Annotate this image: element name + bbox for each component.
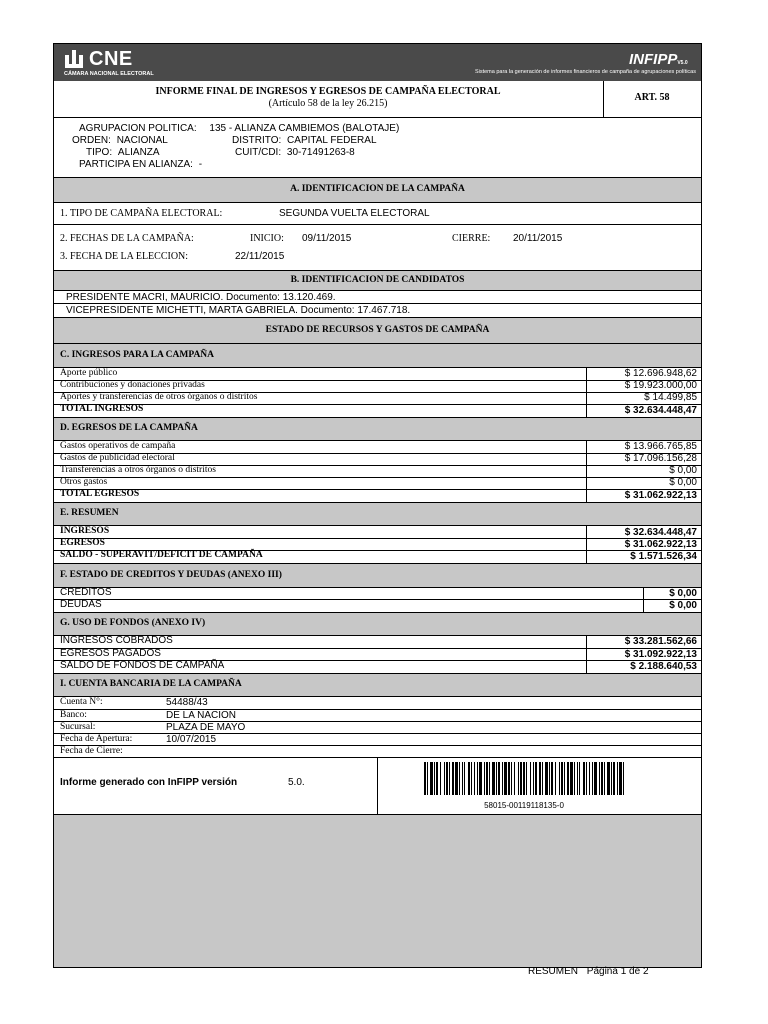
page-footer <box>528 966 649 977</box>
barcode-bar <box>502 762 503 795</box>
blank-area <box>54 815 701 967</box>
barcode-bar <box>477 762 478 795</box>
cne-logo-text: CNE <box>89 48 133 70</box>
cuenta-row-label: Cuenta N°: <box>60 697 103 707</box>
infipp-version-value: 5.0. <box>288 777 305 788</box>
barcode-bar <box>471 762 472 795</box>
barcode-bar <box>434 762 435 795</box>
footer-resumen: RESUMEN <box>528 966 579 977</box>
barcode-bar <box>604 762 605 795</box>
barcode-bar <box>486 762 488 795</box>
cne-logo-subtitle: CÁMARA NACIONAL ELECTORAL <box>64 71 154 77</box>
fechas-label: 2. FECHAS DE LA CAMPAÑA: <box>60 233 194 244</box>
barcode-bar <box>539 762 541 795</box>
fondos-row-label: SALDO DE FONDOS DE CAMPAÑA <box>60 660 225 671</box>
barcode-bar <box>545 762 548 795</box>
cuenta-row-label: Fecha de Cierre: <box>60 746 123 756</box>
barcode-bar <box>492 762 495 795</box>
barcode-bar <box>520 762 522 795</box>
barcode-bar <box>611 762 612 795</box>
footer-page-number: Página 1 de 2 <box>586 966 649 977</box>
cuenta-row-value: PLAZA DE MAYO <box>166 722 246 733</box>
barcode-bar <box>468 762 470 795</box>
egreso-row-label: Otros gastos <box>60 477 108 487</box>
barcode-bar <box>574 762 575 795</box>
inicio-label: INICIO: <box>250 233 284 244</box>
participa-label: PARTICIPA EN ALIANZA: <box>79 159 193 170</box>
barcode-bar <box>514 762 515 795</box>
barcode-bar <box>619 762 622 795</box>
deuda-row-label: DEUDAS <box>60 599 102 610</box>
tipo-row <box>86 147 160 158</box>
barcode-bar <box>551 762 553 795</box>
barcode-bar <box>462 762 463 795</box>
egreso-row-value: $ 13.966.765,85 <box>624 441 697 452</box>
barcode-bar <box>449 762 450 795</box>
barcode-bar <box>567 762 569 795</box>
barcode-bar <box>564 762 565 795</box>
barcode-bar <box>452 762 454 795</box>
barcode-bar <box>589 762 590 795</box>
generated-label: Informe generado con InFIPP versión <box>60 777 238 788</box>
distrito-value: CAPITAL FEDERAL <box>287 135 377 146</box>
ingreso-row-label: Contribuciones y donaciones privadas <box>60 380 205 390</box>
fondos-row-value: $ 2.188.640,53 <box>630 661 697 672</box>
barcode-bar <box>561 762 563 795</box>
barcode-bar <box>579 762 580 795</box>
section-b-title: B. IDENTIFICACION DE CANDIDATOS <box>290 275 465 285</box>
barcode-bar <box>535 762 537 795</box>
egreso-row-value: $ 0,00 <box>669 477 697 488</box>
barcode-bar <box>601 762 603 795</box>
article-label: ART. 58 <box>634 92 670 103</box>
report-subtitle: (Artículo 58 de la ley 26.215) <box>268 98 388 109</box>
fondos-row-value: $ 33.281.562,66 <box>624 636 697 647</box>
cuenta-row-label: Fecha de Apertura: <box>60 734 133 744</box>
barcode-bar <box>623 762 624 795</box>
resumen-row-label: INGRESOS <box>60 526 110 536</box>
cuenta-row-value: 10/07/2015 <box>166 734 217 745</box>
resumen-row-label: EGRESOS <box>60 538 105 548</box>
barcode-bar <box>427 762 428 795</box>
participa-value: - <box>198 159 203 170</box>
fondos-row-label: INGRESOS COBRADOS <box>60 635 173 646</box>
report-header <box>54 44 701 81</box>
cuit-label: CUIT/CDI: <box>235 147 282 158</box>
barcode-bar <box>459 762 460 795</box>
total-egresos-label: TOTAL EGRESOS <box>60 489 140 499</box>
agrupacion-row <box>79 123 399 134</box>
ingreso-row-value: $ 14.499,85 <box>644 392 697 403</box>
barcode-bar <box>555 762 556 795</box>
barcode-bar <box>508 762 510 795</box>
barcode-bar <box>617 762 618 795</box>
section-g-title: G. USO DE FONDOS (ANEXO IV) <box>60 618 206 628</box>
agrupacion-value: 135 - ALIANZA CAMBIEMOS (BALOTAJE) <box>209 123 400 134</box>
eleccion-value: 22/11/2015 <box>235 251 285 262</box>
egreso-row-label: Gastos operativos de campaña <box>60 441 176 451</box>
cierre-label: CIERRE: <box>452 233 491 244</box>
barcode-bar <box>549 762 550 795</box>
barcode-bar <box>523 762 525 795</box>
agrupacion-label: AGRUPACION POLITICA: <box>79 123 197 134</box>
report-title: INFORME FINAL DE INGRESOS Y EGRESOS DE CAMPAÑA ELECTORAL <box>155 86 501 97</box>
barcode-bar <box>455 762 458 795</box>
cierre-value: 20/11/2015 <box>513 233 563 244</box>
barcode-bar <box>592 762 593 795</box>
orden-value: NACIONAL <box>116 135 168 146</box>
tipo-label: TIPO: <box>86 147 113 158</box>
infipp-version: V5.0 <box>677 60 688 66</box>
resumen-row-value: $ 1.571.526,34 <box>630 551 697 562</box>
section-i-title: I. CUENTA BANCARIA DE LA CAMPAÑA <box>60 679 242 689</box>
tipo-campana-label: 1. TIPO DE CAMPAÑA ELECTORAL: <box>60 208 223 219</box>
orden-row <box>72 135 168 146</box>
barcode-bar <box>559 762 560 795</box>
inicio-value: 09/11/2015 <box>302 233 352 244</box>
barcode-bar <box>498 762 500 795</box>
barcode-bar <box>464 762 465 795</box>
candidate-row: PRESIDENTE MACRI, MAURICIO. Documento: 13.120.469. <box>66 292 336 303</box>
infipp-tagline: Sistema para la generación de informes financieros de campaña de agrupaciones políticas <box>474 69 696 75</box>
barcode-bar <box>586 762 587 795</box>
barcode-bar <box>533 762 534 795</box>
barcode-bar <box>583 762 585 795</box>
barcode-bar <box>496 762 497 795</box>
section-c-title: C. INGRESOS PARA LA CAMPAÑA <box>60 350 215 360</box>
egreso-row-label: Gastos de publicidad electoral <box>60 453 175 463</box>
ingreso-row-value: $ 12.696.948,62 <box>624 368 697 379</box>
cuenta-row-value: 54488/43 <box>166 697 208 708</box>
tipo-campana-value: SEGUNDA VUELTA ELECTORAL <box>279 208 430 219</box>
barcode-bar <box>484 762 485 795</box>
section-f-title: F. ESTADO DE CREDITOS Y DEUDAS (ANEXO III) <box>60 570 282 580</box>
barcode-bar <box>613 762 615 795</box>
egreso-row-label: Transferencias a otros órganos o distritos <box>60 465 216 475</box>
barcode-bar <box>607 762 610 795</box>
barcode-bar <box>530 762 531 795</box>
credito-row-value: $ 0,00 <box>669 588 697 599</box>
participa-row <box>79 159 202 170</box>
fondos-row-value: $ 31.092.922,13 <box>624 649 697 660</box>
cuit-value: 30-71491263-8 <box>286 147 355 158</box>
barcode-bar <box>570 762 573 795</box>
barcode-bar <box>504 762 507 795</box>
section-e-title: E. RESUMEN <box>60 508 119 518</box>
total-egresos-value: $ 31.062.922,13 <box>624 490 697 501</box>
eleccion-label: 3. FECHA DE LA ELECCION: <box>60 251 189 262</box>
resumen-row-value: $ 31.062.922,13 <box>624 539 697 550</box>
barcode-icon <box>424 762 624 795</box>
barcode-bar <box>424 762 426 795</box>
cuenta-row-label: Sucursal: <box>60 722 96 732</box>
barcode-bar <box>511 762 512 795</box>
tipo-value: ALIANZA <box>117 147 160 158</box>
barcode-bar <box>577 762 578 795</box>
barcode-bar <box>526 762 527 795</box>
barcode-bar <box>474 762 475 795</box>
section-d-title: D. EGRESOS DE LA CAMPAÑA <box>60 423 198 433</box>
credito-row-label: CREDITOS <box>60 587 112 598</box>
deuda-row-value: $ 0,00 <box>669 600 697 611</box>
resumen-row-value: $ 32.634.448,47 <box>624 527 697 538</box>
report-document <box>53 43 702 968</box>
barcode-bar <box>430 762 433 795</box>
barcode-bar <box>436 762 438 795</box>
cuit-row <box>235 147 355 158</box>
ingreso-row-label: Aporte público <box>60 368 118 378</box>
barcode-bar <box>446 762 448 795</box>
estado-title: ESTADO DE RECURSOS Y GASTOS DE CAMPAÑA <box>265 325 490 335</box>
distrito-row <box>232 135 377 146</box>
orden-label: ORDEN: <box>72 135 111 146</box>
barcode-bar <box>518 762 519 795</box>
section-a-title: A. IDENTIFICACION DE LA CAMPAÑA <box>290 184 465 194</box>
barcode-bar <box>594 762 597 795</box>
cuenta-row-value: DE LA NACION <box>166 710 237 721</box>
barcode-bar <box>489 762 490 795</box>
ingreso-row-label: Aportes y transferencias de otros órganos o distritos <box>60 392 258 402</box>
barcode-number: 58015-00119118135-0 <box>484 801 564 810</box>
infipp-logo-text: INFIPP <box>629 51 678 68</box>
total-ingresos-value: $ 32.634.448,47 <box>624 405 697 416</box>
resumen-row-label: SALDO - SUPERAVIT/DEFICIT DE CAMPAÑA <box>60 550 263 560</box>
infipp-logo <box>629 51 688 68</box>
barcode-bar <box>440 762 441 795</box>
candidate-row: VICEPRESIDENTE MICHETTI, MARTA GABRIELA. Documento: 17.467.718. <box>66 305 411 316</box>
barcode-bar <box>599 762 600 795</box>
barcode-bar <box>542 762 543 795</box>
barcode-bar <box>479 762 482 795</box>
barcode-bar <box>444 762 445 795</box>
ingreso-row-value: $ 19.923.000,00 <box>624 380 697 391</box>
distrito-label: DISTRITO: <box>232 135 282 146</box>
cuenta-row-label: Banco: <box>60 710 87 720</box>
egreso-row-value: $ 17.096.156,28 <box>624 453 697 464</box>
cne-logo-icon <box>64 49 86 69</box>
fondos-row-label: EGRESOS PAGADOS <box>60 648 161 659</box>
egreso-row-value: $ 0,00 <box>669 465 697 476</box>
total-ingresos-label: TOTAL INGRESOS <box>60 404 144 414</box>
